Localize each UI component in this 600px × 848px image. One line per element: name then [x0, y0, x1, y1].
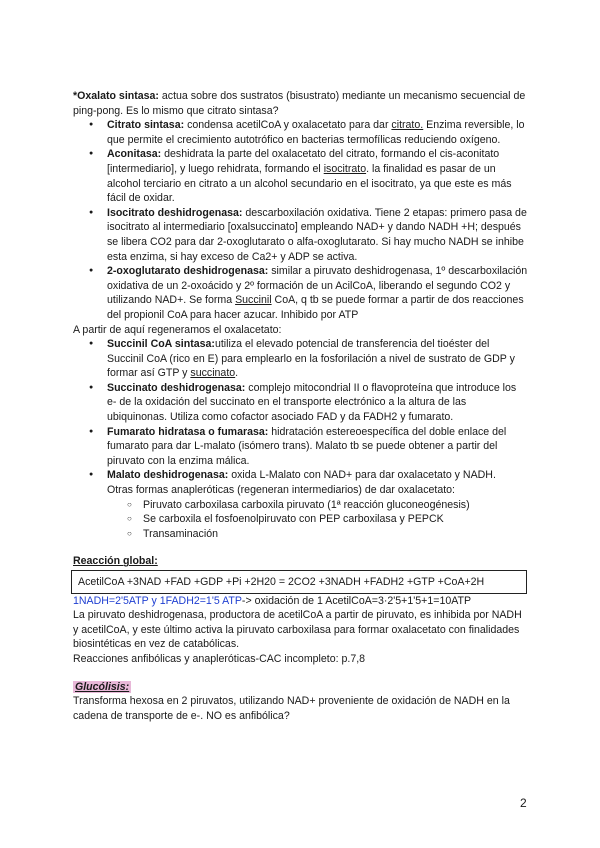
- pdh-paragraph: La piruvato deshidrogenasa, productora de acetilCoA a partir de piruvato, es inhibida por NADH y acetilCoA, y este último activa la piruvato carboxilasa para formar oxalacetato con finalidades biosintéticas en vez de catabólicas.: [73, 609, 522, 651]
- item-title: Isocitrato deshidrogenasa:: [107, 206, 243, 219]
- list-item-citrato-sintasa: [73, 118, 528, 147]
- item-text: Enzima reversible, lo que permite el crecimiento autotrófico en bacterias termofílicas reduciendo oxígeno.: [107, 119, 525, 146]
- page-content: [73, 89, 528, 723]
- item-title: 2-oxoglutarato deshidrogenasa:: [107, 265, 269, 278]
- atp-equivalence: 1NADH=2'5ATP y 1FADH2=1'5 ATP: [73, 594, 242, 607]
- glucolisis-heading: [73, 680, 528, 695]
- list-item-succinato-deshidrogenasa: [73, 381, 528, 425]
- item-title: Malato deshidrogenasa:: [107, 469, 229, 482]
- item-title: Aconitasa:: [107, 148, 162, 161]
- list-item-isocitrato-deshidrogenasa: [73, 206, 528, 264]
- page-number: 2: [520, 796, 527, 810]
- item-text: complejo mitocondrial II o flavoproteína que introduce los e- de la oxidación del succinato en el transporte electrónico a la altura de las ubiquinonas. Utiliza como cofactor asociado FAD y da FADH2 y fumarato.: [107, 381, 517, 424]
- sublist-item: ○ Transaminación: [107, 527, 528, 542]
- global-equation-box: AcetilCoA +3NAD +FAD +GDP +Pi +2H20 = 2CO2 +3NADH +FADH2 +GTP +CoA+2H: [71, 570, 527, 594]
- item-text: Otras formas anapleróticas (regeneran intermediarios) de dar oxalacetato:: [107, 484, 456, 497]
- item-text: CoA, q tb se puede formar a partir de dos reacciones del propionil CoA para hacer azucar. Inhibido por ATP: [107, 294, 524, 321]
- atp-oxidation-text: -> oxidación de 1 AcetilCoA=3·2'5+1'5+1=10ATP: [241, 594, 472, 607]
- item-text: . la finalidad es pasar de un alcohol terciario en citrato a un alcohol secundario en el isocitrato, ya que este es más fácil de oxidar.: [107, 162, 512, 205]
- list-item-fumarasa: [73, 425, 528, 469]
- list-item-aconitasa: [73, 147, 528, 205]
- global-reaction-title: Reacción global:: [73, 555, 158, 568]
- item-text: .: [235, 367, 239, 380]
- underlined-term: succinato: [190, 367, 236, 380]
- item-text: similar a piruvato deshidrogenasa, 1º descarboxilación oxidativa de un 2-oxoácido y 2º formación de un AcilCoA, liberando el segundo CO2 y utilizando NAD+. Se forma: [107, 265, 528, 307]
- item-title: Fumarato hidratasa o fumarasa:: [107, 425, 269, 438]
- glucolisis-text: Transforma hexosa en 2 piruvatos, utilizando NAD+ proveniente de oxidación de NADH en la cadena de transporte de e-. NO es anfibólica?: [73, 695, 510, 722]
- list-item-succinil-coa-sintasa: [73, 337, 528, 381]
- item-title: Citrato sintasa:: [107, 119, 185, 132]
- sublist-item: ○ Piruvato carboxilasa carboxila piruvato (1ª reacción gluconeogénesis): [107, 498, 528, 513]
- enzyme-list-1: [73, 118, 528, 322]
- glucolisis-title: Glucólisis:: [75, 680, 130, 693]
- item-title: Succinil CoA sintasa:: [107, 338, 215, 351]
- underlined-term: isocitrato: [323, 162, 367, 175]
- item-text: oxida L-Malato con NAD+ para dar oxalacetato y NADH.: [228, 469, 496, 482]
- spacer: [73, 541, 528, 554]
- anaplerotic-sublist: [107, 498, 528, 542]
- item-text: condensa acetilCoA y oxalacetato para dar: [184, 119, 392, 132]
- item-title: Succinato deshidrogenasa:: [107, 381, 246, 394]
- atp-line: [73, 594, 528, 609]
- item-text: descarboxilación oxidativa. Tiene 2 etapas: primero pasa de isocitrato al intermediario [oxalsuccinato] empleando NAD+ y dando NADH +H; después se libera CO2 para dar 2-oxoglutarato o alfa-oxoglutarato. Si hay mucho NADH se inhibe esta enzima, si hay exceso de Ca2+ y ADP se activa.: [107, 206, 527, 263]
- spacer: [73, 667, 528, 680]
- item-text: hidratación estereoespecífica del doble enlace del fumarato para dar L-malato (isómero trans). Malato tb se puede obtener a partir del piruvato con la enzima málica.: [107, 425, 507, 467]
- item-text: deshidrata la parte del oxalacetato del citrato, formando el cis-aconitato [intermediario], y luego rehidrata, formando el: [107, 148, 500, 175]
- item-text: utiliza el elevado potencial de transferencia del tioéster del Succinil CoA (rico en E) para emplearlo en la fosforilación a nivel de sustrato de GDP y formar así GTP y: [107, 338, 515, 380]
- reactions-reference: Reacciones anfibólicas y anapleróticas-CAC incompleto: p.7,8: [73, 652, 366, 665]
- intro-paragraph: [73, 89, 528, 118]
- intro-title: *Oxalato sintasa:: [73, 90, 159, 102]
- enzyme-list-2: [73, 337, 528, 541]
- underlined-term: citrato.: [391, 119, 424, 132]
- list-item-malato-deshidrogenasa: [73, 468, 528, 541]
- intro-text: actua sobre dos sustratos (bisustrato) mediante un mecanismo secuencial de ping-pong. Es lo mismo que citrato sintasa?: [73, 90, 526, 117]
- list-item-oxoglutarato-deshidrogenasa: [73, 264, 528, 322]
- sublist-item: ○ Se carboxila el fosfoenolpiruvato con PEP carboxilasa y PEPCK: [107, 512, 528, 527]
- underlined-term: Succinil: [235, 294, 272, 307]
- regen-line: A partir de aquí regeneramos el oxalacetato:: [73, 323, 282, 336]
